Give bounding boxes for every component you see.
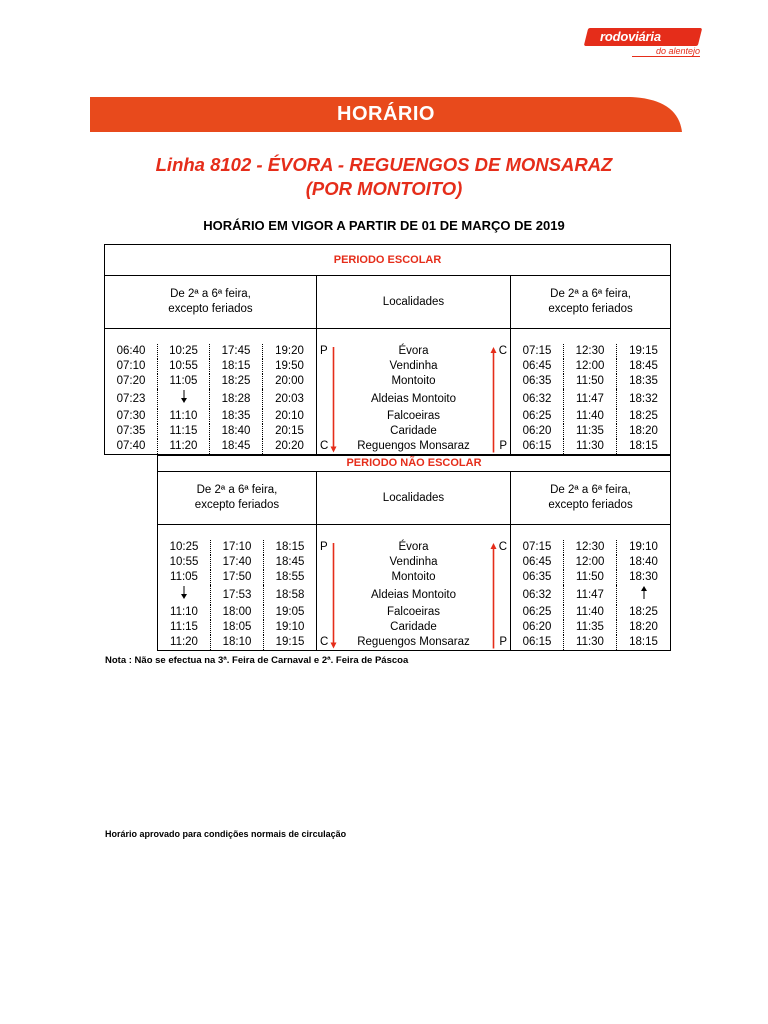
time-cell: 18:20 bbox=[617, 620, 671, 635]
time-cell: 10:25 bbox=[158, 344, 210, 359]
note-text: Nota : Não se efectua na 3ª. Feira de Carnaval e 2ª. Feira de Páscoa bbox=[105, 655, 409, 666]
time-cell: 18:45 bbox=[264, 555, 317, 570]
locality-name: Falcoeiras bbox=[386, 410, 441, 422]
locality-name: Caridade bbox=[390, 425, 437, 437]
time-cell: 07:15 bbox=[522, 541, 552, 553]
time-cell: 17:10 bbox=[211, 540, 264, 555]
days-right-line1: De 2ª a 6ª feira, bbox=[550, 288, 631, 300]
locality-cell bbox=[317, 374, 511, 389]
days-right-header bbox=[511, 276, 671, 329]
time-cell: 06:25 bbox=[522, 410, 552, 422]
time-cell: 11:35 bbox=[564, 620, 617, 635]
locality-cell bbox=[317, 620, 511, 635]
time-cell: 18:20 bbox=[617, 424, 671, 439]
time-cell: 11:30 bbox=[564, 439, 617, 455]
time-cell: 17:40 bbox=[211, 555, 264, 570]
localidades-header: Localidades bbox=[317, 472, 511, 525]
time-cell: 06:40 bbox=[105, 344, 158, 359]
time-cell: 06:20 bbox=[522, 621, 552, 633]
table-row bbox=[105, 424, 671, 439]
time-cell: 11:20 bbox=[158, 635, 211, 651]
locality-name: Aldeias Montoito bbox=[370, 392, 457, 405]
time-cell: 18:15 bbox=[617, 635, 671, 651]
table-row bbox=[105, 359, 671, 374]
locality-name: Vendinha bbox=[389, 360, 438, 372]
time-cell: 10:25 bbox=[158, 540, 211, 555]
locality-name: Vendinha bbox=[389, 556, 438, 568]
days-left-header bbox=[105, 276, 317, 329]
time-cell: 17:50 bbox=[211, 570, 264, 585]
time-cell: 07:15 bbox=[522, 345, 552, 357]
time-cell: 18:25 bbox=[617, 409, 671, 424]
logo-name: rodoviária bbox=[600, 29, 661, 44]
days-right-line2: excepto feriados bbox=[548, 499, 633, 511]
locality-cell bbox=[317, 540, 511, 555]
table-row bbox=[158, 635, 671, 651]
time-cell: 10:55 bbox=[158, 359, 210, 374]
table-row bbox=[158, 620, 671, 635]
days-left-line1: De 2ª a 6ª feira, bbox=[170, 288, 251, 300]
time-cell: 06:35 bbox=[522, 571, 552, 583]
time-cell: 19:15 bbox=[264, 635, 317, 651]
days-left-line2: excepto feriados bbox=[194, 499, 280, 511]
locality-cell bbox=[317, 359, 511, 374]
table-row bbox=[158, 585, 671, 605]
table-row bbox=[158, 605, 671, 620]
pc-right-marker: C bbox=[498, 541, 507, 553]
time-cell: 18:58 bbox=[264, 585, 317, 605]
pc-right-marker: C bbox=[498, 345, 507, 357]
rodoviaria-logo bbox=[586, 28, 708, 58]
period-label: PERIODO ESCOLAR bbox=[105, 245, 671, 276]
table-row bbox=[158, 570, 671, 585]
locality-name: Aldeias Montoito bbox=[370, 588, 457, 601]
locality-name: Reguengos Monsaraz bbox=[357, 440, 470, 452]
time-cell: 19:20 bbox=[263, 344, 317, 359]
time-cell: 18:15 bbox=[264, 540, 317, 555]
time-cell: 11:10 bbox=[158, 605, 211, 620]
days-left-header bbox=[158, 472, 317, 525]
time-cell: 07:23 bbox=[105, 389, 158, 409]
timetable-school-period bbox=[104, 244, 671, 455]
locality-cell bbox=[317, 635, 511, 651]
days-left-line2: excepto feriados bbox=[168, 303, 253, 315]
validity-text: HORÁRIO EM VIGOR A PARTIR DE 01 DE MARÇO DE 2019 bbox=[203, 218, 565, 233]
locality-cell bbox=[317, 555, 511, 570]
time-cell: 20:03 bbox=[263, 389, 317, 409]
timetable-non-school-period bbox=[157, 455, 671, 651]
time-cell: 06:32 bbox=[522, 588, 552, 601]
time-cell: 20:00 bbox=[263, 374, 317, 389]
table-row bbox=[105, 439, 671, 455]
time-cell: 11:40 bbox=[564, 605, 617, 620]
pc-left-marker: C bbox=[320, 636, 329, 648]
time-cell: 11:35 bbox=[564, 424, 617, 439]
time-cell: 18:15 bbox=[617, 439, 671, 455]
time-cell: 19:15 bbox=[617, 344, 671, 359]
locality-name: Falcoeiras bbox=[386, 606, 441, 618]
footer-text: Horário aprovado para condições normais de circulação bbox=[105, 829, 347, 839]
time-cell: 20:10 bbox=[263, 409, 317, 424]
time-cell: 17:45 bbox=[210, 344, 263, 359]
time-cell: 11:05 bbox=[158, 374, 210, 389]
time-cell: 10:55 bbox=[158, 555, 211, 570]
time-cell: 12:30 bbox=[564, 540, 617, 555]
locality-cell bbox=[317, 585, 511, 605]
time-cell: 11:47 bbox=[564, 389, 617, 409]
time-cell: 06:20 bbox=[522, 425, 552, 437]
table-row bbox=[105, 409, 671, 424]
banner-title: HORÁRIO bbox=[337, 103, 435, 125]
table-row bbox=[105, 389, 671, 409]
time-cell: 18:25 bbox=[210, 374, 263, 389]
skip-up-arrow bbox=[617, 585, 671, 605]
time-cell: 18:55 bbox=[264, 570, 317, 585]
time-cell: 06:35 bbox=[522, 375, 552, 387]
time-cell: 06:32 bbox=[522, 392, 552, 405]
locality-name: Évora bbox=[398, 541, 429, 553]
time-cell: 18:45 bbox=[210, 439, 263, 455]
time-cell: 12:30 bbox=[564, 344, 617, 359]
pc-right-marker: P bbox=[499, 440, 507, 452]
time-cell: 06:15 bbox=[511, 439, 564, 455]
pc-left-marker: C bbox=[320, 440, 329, 452]
time-cell: 11:47 bbox=[564, 585, 617, 605]
days-right-line1: De 2ª a 6ª feira, bbox=[550, 484, 631, 496]
locality-cell bbox=[317, 424, 511, 439]
locality-name: Montoito bbox=[391, 375, 436, 387]
locality-cell bbox=[317, 605, 511, 620]
time-cell: 18:10 bbox=[211, 635, 264, 651]
time-cell: 06:15 bbox=[511, 635, 564, 651]
time-cell: 06:45 bbox=[522, 360, 552, 372]
line-subtitle: (POR MONTOITO) bbox=[305, 178, 463, 199]
time-cell: 12:00 bbox=[564, 555, 617, 570]
time-cell: 18:35 bbox=[617, 374, 671, 389]
locality-name: Reguengos Monsaraz bbox=[357, 636, 470, 648]
time-cell: 06:25 bbox=[522, 606, 552, 618]
time-cell: 07:40 bbox=[105, 439, 158, 455]
time-cell: 12:00 bbox=[564, 359, 617, 374]
time-cell: 11:50 bbox=[564, 374, 617, 389]
time-cell: 18:45 bbox=[617, 359, 671, 374]
locality-cell bbox=[317, 389, 511, 409]
time-cell: 19:50 bbox=[263, 359, 317, 374]
time-cell: 18:25 bbox=[617, 605, 671, 620]
time-cell: 18:00 bbox=[211, 605, 264, 620]
pc-right-marker: P bbox=[499, 636, 507, 648]
time-cell: 11:40 bbox=[564, 409, 617, 424]
time-cell: 19:10 bbox=[617, 540, 671, 555]
period-label: PERIODO NÃO ESCOLAR bbox=[158, 456, 671, 472]
time-cell: 07:35 bbox=[105, 424, 158, 439]
time-cell: 07:20 bbox=[105, 374, 158, 389]
logo-subtitle: do alentejo bbox=[632, 46, 700, 57]
time-cell: 18:28 bbox=[210, 389, 263, 409]
time-cell: 20:15 bbox=[263, 424, 317, 439]
time-cell: 07:30 bbox=[105, 409, 158, 424]
locality-name: Évora bbox=[398, 345, 429, 357]
table-row bbox=[158, 540, 671, 555]
time-cell: 06:45 bbox=[522, 556, 552, 568]
time-cell: 11:15 bbox=[158, 424, 210, 439]
time-cell: 18:40 bbox=[617, 555, 671, 570]
time-cell: 11:05 bbox=[158, 570, 211, 585]
days-left-line1: De 2ª a 6ª feira, bbox=[196, 484, 278, 496]
time-cell: 11:15 bbox=[158, 620, 211, 635]
time-cell: 11:10 bbox=[158, 409, 210, 424]
time-cell: 18:32 bbox=[617, 389, 671, 409]
time-cell: 11:50 bbox=[564, 570, 617, 585]
locality-name: Caridade bbox=[390, 621, 437, 633]
title-banner bbox=[90, 97, 682, 132]
table-row bbox=[158, 555, 671, 570]
locality-cell bbox=[317, 570, 511, 585]
skip-down-arrow bbox=[158, 389, 210, 409]
pc-left-marker: P bbox=[320, 345, 328, 357]
locality-cell bbox=[317, 409, 511, 424]
days-right-line2: excepto feriados bbox=[548, 303, 633, 315]
time-cell: 07:10 bbox=[105, 359, 158, 374]
time-cell: 19:10 bbox=[264, 620, 317, 635]
time-cell: 18:15 bbox=[210, 359, 263, 374]
table-row bbox=[105, 374, 671, 389]
time-cell: 20:20 bbox=[263, 439, 317, 455]
time-cell: 11:20 bbox=[158, 439, 210, 455]
time-cell: 17:53 bbox=[211, 585, 264, 605]
locality-cell bbox=[317, 344, 511, 359]
time-cell: 18:05 bbox=[211, 620, 264, 635]
table-row bbox=[105, 344, 671, 359]
time-cell: 18:30 bbox=[617, 570, 671, 585]
pc-left-marker: P bbox=[320, 541, 328, 553]
locality-cell bbox=[317, 439, 511, 455]
time-cell: 18:40 bbox=[210, 424, 263, 439]
locality-name: Montoito bbox=[391, 571, 436, 583]
localidades-header: Localidades bbox=[317, 276, 511, 329]
days-right-header bbox=[511, 472, 671, 525]
skip-down-arrow bbox=[158, 585, 211, 605]
time-cell: 19:05 bbox=[264, 605, 317, 620]
time-cell: 11:30 bbox=[564, 635, 617, 651]
line-title: Linha 8102 - ÉVORA - REGUENGOS DE MONSARAZ bbox=[155, 154, 613, 175]
time-cell: 18:35 bbox=[210, 409, 263, 424]
